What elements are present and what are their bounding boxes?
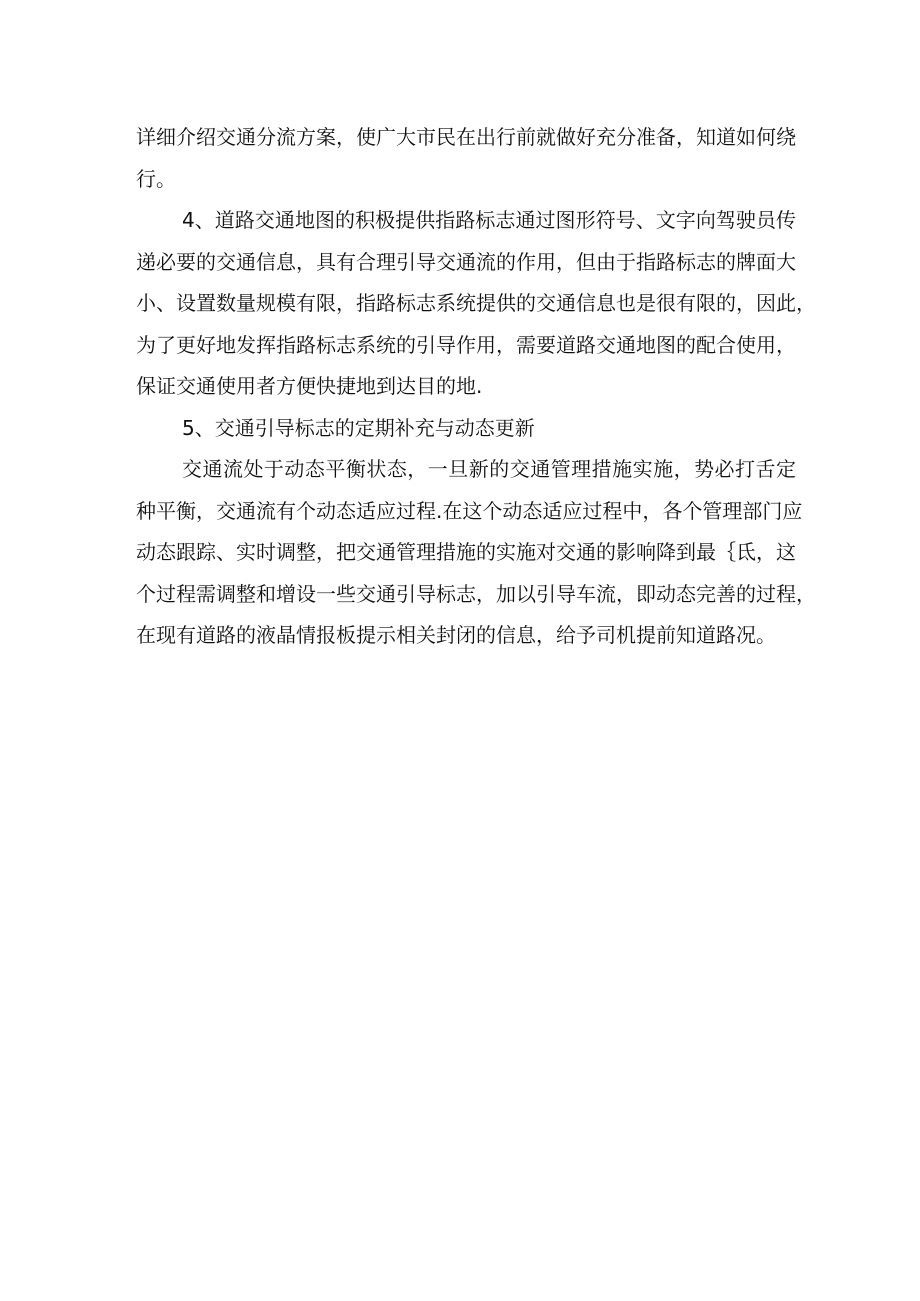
text-line: 保证交通使用者方便快捷地到达目的地. — [136, 374, 483, 398]
text-line: 动态跟踪、实时调整，把交通管理措施的实施对交通的影响降到最｛氐，这 — [136, 540, 796, 564]
section-heading-5 — [136, 408, 796, 450]
document-body — [136, 117, 816, 657]
paragraph-continuation — [136, 117, 796, 200]
paragraph-item-5-body — [136, 449, 816, 657]
text-line: 小、设置数量规模有限，指路标志系统提供的交通信息也是很有限的，因此， — [136, 291, 816, 315]
text-line: 种平衡，交通流有个动态适应过程.在这个动态适应过程中，各个管理部门应 — [136, 498, 803, 523]
paragraph-item-4 — [136, 200, 816, 408]
text-line: 4、道路交通地图的积极提供指路标志通过图形符号、文字向驾驶员传 — [182, 208, 796, 232]
heading-text: 5、交通引导标志的定期补充与动态更新 — [182, 415, 535, 440]
text-line: 行。 — [136, 166, 176, 191]
text-line: 为了更好地发挥指路标志系统的引导作用，需要道路交通地图的配合使用， — [136, 332, 796, 357]
text-line: 详细介绍交通分流方案，使广大市民在出行前就做好充分准备，知道如何绕 — [136, 125, 796, 149]
text-line: 递必要的交通信息，具有合理引导交通流的作用，但由于指路标志的牌面大 — [136, 249, 796, 274]
text-line: 在现有道路的液晶情报板提示相关封闭的信息，给予司机提前知道路况。 — [136, 623, 776, 647]
text-line: 个过程需调整和增设一些交通引导标志，加以引导车流，即动态完善的过程， — [136, 581, 816, 606]
text-line: 交通流处于动态平衡状态，一旦新的交通管理措施实施，势必打舌定 — [182, 457, 796, 481]
